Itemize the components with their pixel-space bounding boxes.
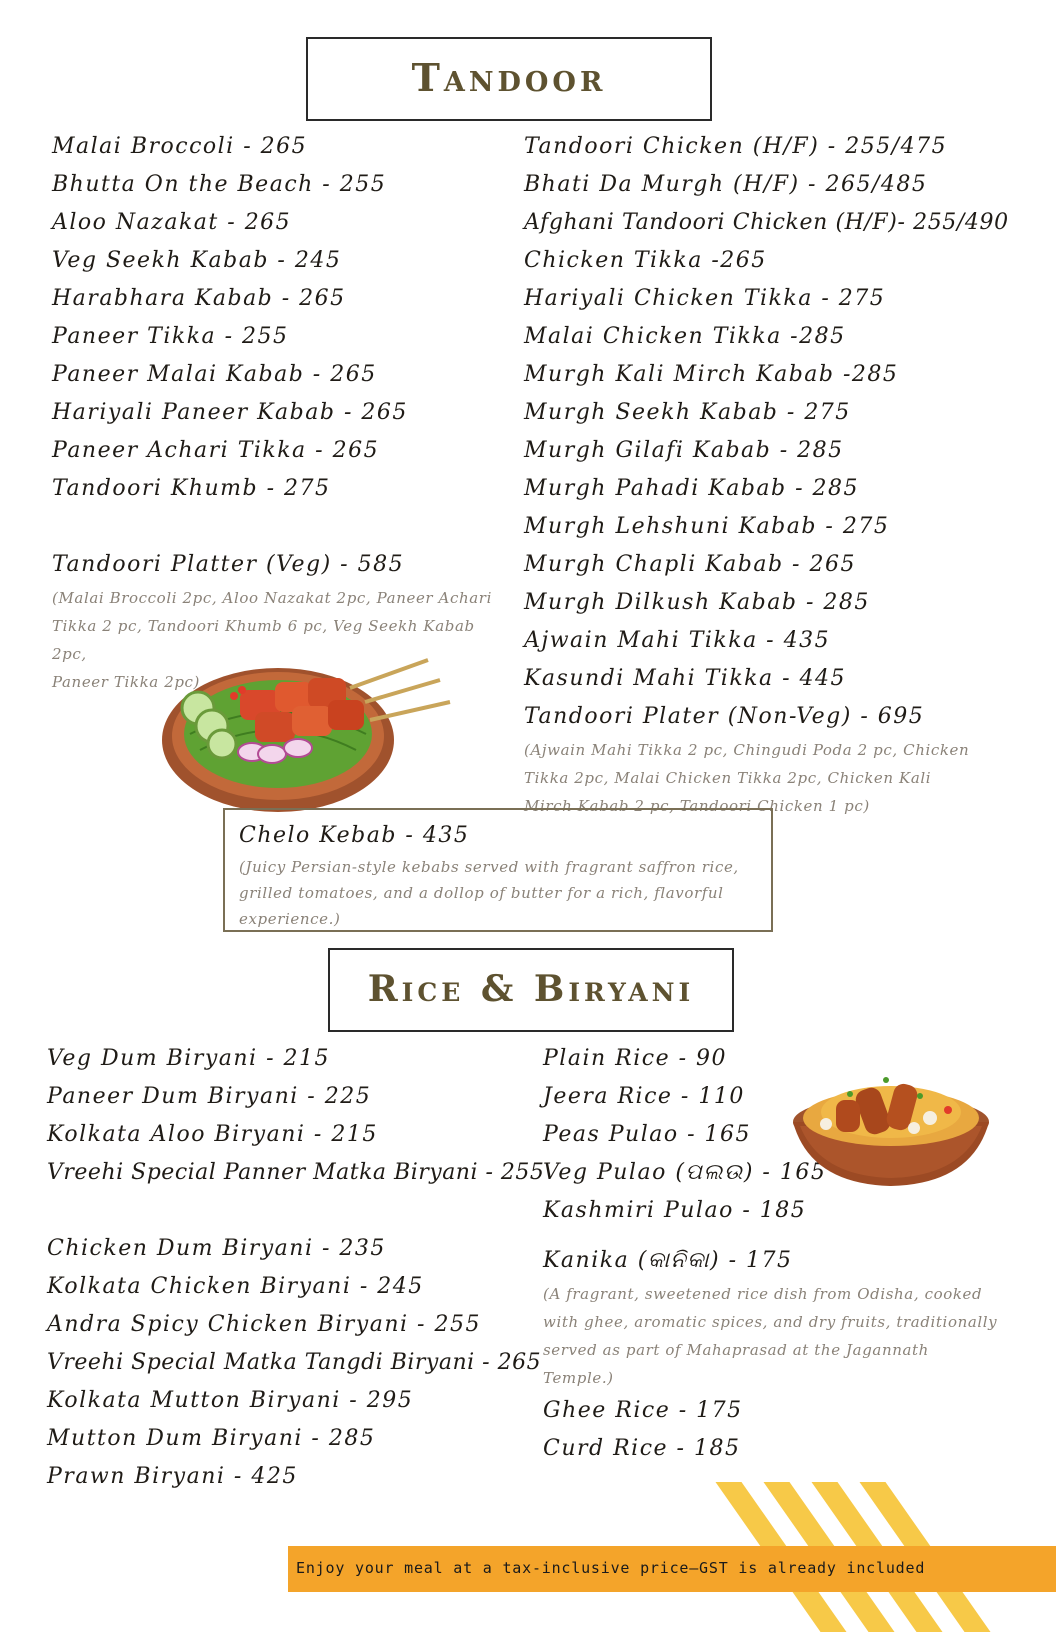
veg-platter-desc-line: Paneer Tikka 2pc)	[52, 673, 201, 691]
list-item: Hariyali Paneer Kabab - 265	[52, 400, 408, 425]
list-item: Andra Spicy Chicken Biryani - 255	[47, 1312, 481, 1337]
biryani-bowl-illustration	[790, 1066, 992, 1190]
list-item: Jeera Rice - 110	[543, 1084, 745, 1109]
veg-platter-desc-line: Tikka 2 pc, Tandoori Khumb 6 pc, Veg Seekh Kabab 2pc,	[52, 617, 475, 663]
list-item: Murgh Chapli Kabab - 265	[524, 552, 856, 577]
list-item: Vreehi Special Panner Matka Biryani - 255	[47, 1160, 545, 1185]
chelo-kebab-desc-line: (Juicy Persian-style kebabs served with fragrant saffron rice,	[239, 858, 739, 876]
list-item: Malai Broccoli - 265	[52, 134, 308, 159]
list-item: Veg Dum Biryani - 215	[47, 1046, 331, 1071]
chelo-kebab-desc-line: experience.)	[239, 910, 341, 928]
list-item: Ghee Rice - 175	[543, 1398, 743, 1423]
footer-banner	[288, 1546, 1056, 1592]
chelo-kebab-box	[223, 808, 773, 932]
list-item: Murgh Lehshuni Kabab - 275	[524, 514, 890, 539]
nonveg-platter-name: Tandoori Plater (Non-Veg) - 695	[524, 704, 925, 729]
kebab-plate-illustration	[160, 650, 460, 815]
kanika-desc-line: Temple.)	[543, 1369, 614, 1387]
list-item: Peas Pulao - 165	[543, 1122, 752, 1147]
list-item: Paneer Achari Tikka - 265	[52, 438, 380, 463]
nonveg-platter-desc-line: Mirch Kabab 2 pc, Tandoori Chicken 1 pc)	[524, 797, 870, 815]
list-item: Bhati Da Murgh (H/F) - 265/485	[524, 172, 928, 197]
chelo-kebab-name: Chelo Kebab - 435	[239, 823, 470, 848]
list-item: Murgh Gilafi Kabab - 285	[524, 438, 844, 463]
list-item: Chicken Tikka -265	[524, 248, 767, 273]
list-item: Aloo Nazakat - 265	[52, 210, 292, 235]
list-item: Bhutta On the Beach - 255	[52, 172, 387, 197]
list-item: Tandoori Khumb - 275	[52, 476, 331, 501]
veg-platter-name: Tandoori Platter (Veg) - 585	[52, 552, 405, 577]
chelo-kebab-desc-line: grilled tomatoes, and a dollop of butter for a rich, flavorful	[239, 884, 724, 902]
list-item: Paneer Tikka - 255	[52, 324, 289, 349]
list-item: Ajwain Mahi Tikka - 435	[524, 628, 831, 653]
kanika-name: Kanika (କାନିକା) - 175	[543, 1248, 793, 1273]
list-item: Kolkata Aloo Biryani - 215	[47, 1122, 378, 1147]
list-item: Kashmiri Pulao - 185	[543, 1198, 807, 1223]
tandoor-heading-frame	[306, 37, 712, 121]
list-item: Prawn Biryani - 425	[47, 1464, 298, 1489]
veg-platter-desc-line: (Malai Broccoli 2pc, Aloo Nazakat 2pc, Paneer Achari	[52, 589, 492, 607]
list-item: Veg Pulao (ପଲଉ) - 165	[543, 1160, 827, 1185]
rice-heading-frame	[328, 948, 734, 1032]
rice-heading: Rice & Biryani	[367, 968, 695, 1010]
list-item: Kasundi Mahi Tikka - 445	[524, 666, 847, 691]
list-item: Harabhara Kabab - 265	[52, 286, 346, 311]
list-item: Murgh Pahadi Kabab - 285	[524, 476, 860, 501]
kanika-desc-line: served as part of Mahaprasad at the Jagannath	[543, 1341, 929, 1359]
nonveg-tandoor-list	[524, 128, 1044, 820]
kanika-desc-line: with ghee, aromatic spices, and dry fruits, traditionally	[543, 1313, 998, 1331]
kanika-desc-line: (A fragrant, sweetened rice dish from Odisha, cooked	[543, 1285, 983, 1303]
list-item: Kolkata Mutton Biryani - 295	[47, 1388, 414, 1413]
list-item: Murgh Seekh Kabab - 275	[524, 400, 851, 425]
list-item: Paneer Malai Kabab - 265	[52, 362, 377, 387]
list-item: Afghani Tandoori Chicken (H/F)- 255/490	[524, 210, 1009, 235]
list-item: Malai Chicken Tikka -285	[524, 324, 846, 349]
nonveg-platter-desc-line: (Ajwain Mahi Tikka 2 pc, Chingudi Poda 2 pc, Chicken	[524, 741, 970, 759]
list-item: Chicken Dum Biryani - 235	[47, 1236, 386, 1261]
list-item: Kolkata Chicken Biryani - 245	[47, 1274, 424, 1299]
biryani-list	[47, 1040, 545, 1496]
list-item: Tandoori Chicken (H/F) - 255/475	[524, 134, 948, 159]
list-item: Murgh Kali Mirch Kabab -285	[524, 362, 899, 387]
list-item: Murgh Dilkush Kabab - 285	[524, 590, 870, 615]
list-item: Paneer Dum Biryani - 225	[47, 1084, 372, 1109]
list-item: Hariyali Chicken Tikka - 275	[524, 286, 886, 311]
list-item: Curd Rice - 185	[543, 1436, 741, 1461]
veg-tandoor-list	[52, 128, 512, 696]
footer-text: Enjoy your meal at a tax-inclusive price—GST is already included	[296, 1559, 926, 1577]
tandoor-heading: Tandoor	[411, 55, 607, 100]
list-item: Plain Rice - 90	[543, 1046, 728, 1071]
list-item: Veg Seekh Kabab - 245	[52, 248, 342, 273]
list-item: Mutton Dum Biryani - 285	[47, 1426, 376, 1451]
list-item: Vreehi Special Matka Tangdi Biryani - 265	[47, 1350, 542, 1375]
nonveg-platter-desc-line: Tikka 2pc, Malai Chicken Tikka 2pc, Chicken Kali	[524, 769, 932, 787]
